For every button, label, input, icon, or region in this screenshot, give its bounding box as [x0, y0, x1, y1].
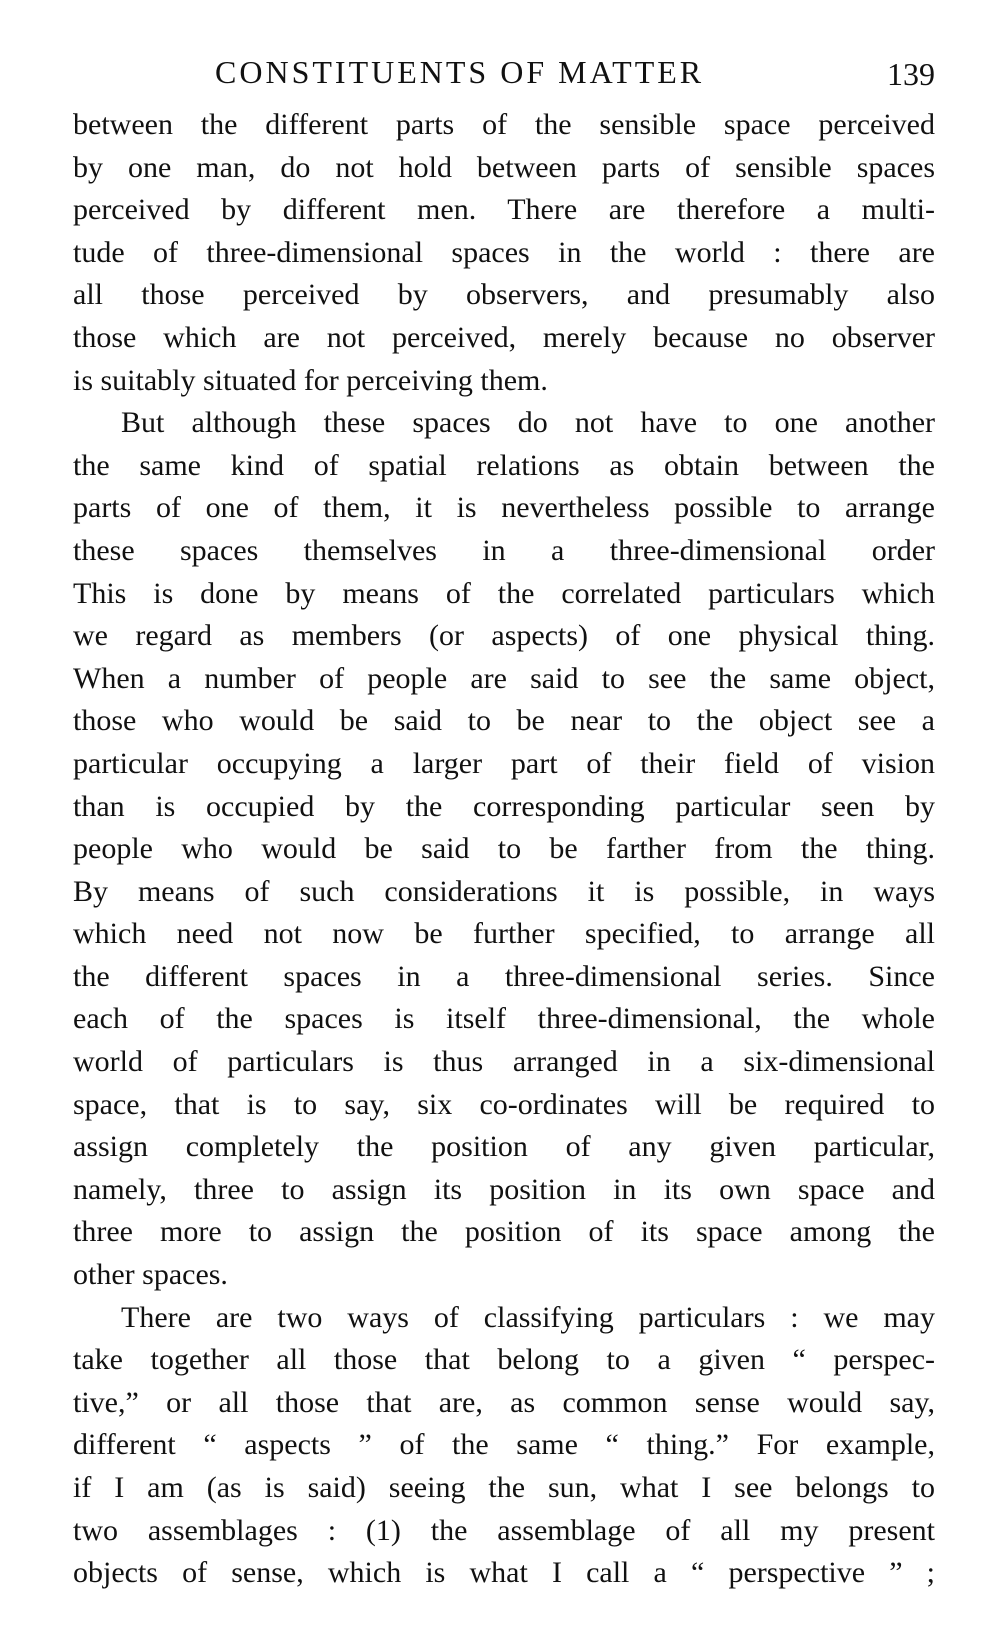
text-line: the different spaces in a three-dimensional series. Since: [73, 959, 935, 993]
text-line: objects of sense, which is what I call a “ perspective ” ;: [73, 1556, 935, 1590]
text-line: people who would be said to be farther from the thing.: [73, 832, 935, 866]
text-line: which need not now be further specified, to arrange all: [73, 917, 935, 951]
text-line: namely, three to assign its position in its own space and: [73, 1172, 935, 1206]
text-line: is suitably situated for perceiving them.: [73, 363, 548, 397]
text-line: This is done by means of the correlated particulars which: [73, 576, 935, 610]
text-line: parts of one of them, it is nevertheless possible to arrange: [73, 491, 935, 525]
body-text: [73, 104, 935, 1595]
text-line: those who would be said to be near to the object see a: [73, 704, 935, 738]
text-line: each of the spaces is itself three-dimensional, the whole: [73, 1002, 935, 1036]
text-line: three more to assign the position of its space among the: [73, 1215, 935, 1249]
text-line: tude of three-dimensional spaces in the world : there are: [73, 235, 935, 269]
text-line: perceived by different men. There are therefore a multi-: [73, 193, 935, 227]
text-line: tive,” or all those that are, as common sense would say,: [73, 1385, 935, 1419]
paragraph-first-line: There are two ways of classifying particulars : we may: [121, 1300, 935, 1334]
text-line: By means of such considerations it is possible, in ways: [73, 874, 935, 908]
paragraph-first-line: But although these spaces do not have to one another: [121, 406, 935, 440]
text-line: the same kind of spatial relations as obtain between the: [73, 448, 935, 482]
text-line: world of particulars is thus arranged in a six-dimensional: [73, 1045, 935, 1079]
text-line: by one man, do not hold between parts of sensible spaces: [73, 150, 935, 184]
text-line: if I am (as is said) seeing the sun, what I see belongs to: [73, 1471, 935, 1504]
text-line: between the different parts of the sensible space perceived: [73, 108, 935, 141]
text-line: all those perceived by observers, and presumably also: [73, 278, 935, 312]
page-number: 139: [887, 56, 935, 92]
text-line: different “ aspects ” of the same “ thing.” For example,: [73, 1428, 935, 1462]
text-line: other spaces.: [73, 1258, 228, 1292]
text-line: than is occupied by the corresponding particular seen by: [73, 789, 935, 823]
text-line: we regard as members (or aspects) of one physical thing.: [73, 619, 935, 653]
text-line: these spaces themselves in a three-dimensional order: [73, 533, 935, 567]
text-line: those which are not perceived, merely because no observer: [73, 320, 935, 354]
running-head: [75, 50, 935, 94]
text-line: When a number of people are said to see the same object,: [73, 661, 935, 695]
text-line: two assemblages : (1) the assemblage of all my present: [73, 1513, 935, 1547]
text-line: assign completely the position of any given particular,: [73, 1130, 935, 1164]
text-line: take together all those that belong to a given “ perspec-: [73, 1343, 935, 1377]
text-line: space, that is to say, six co-ordinates will be required to: [73, 1087, 935, 1121]
text-line: particular occupying a larger part of their field of vision: [73, 746, 935, 780]
running-title: CONSTITUENTS OF MATTER: [215, 54, 705, 90]
